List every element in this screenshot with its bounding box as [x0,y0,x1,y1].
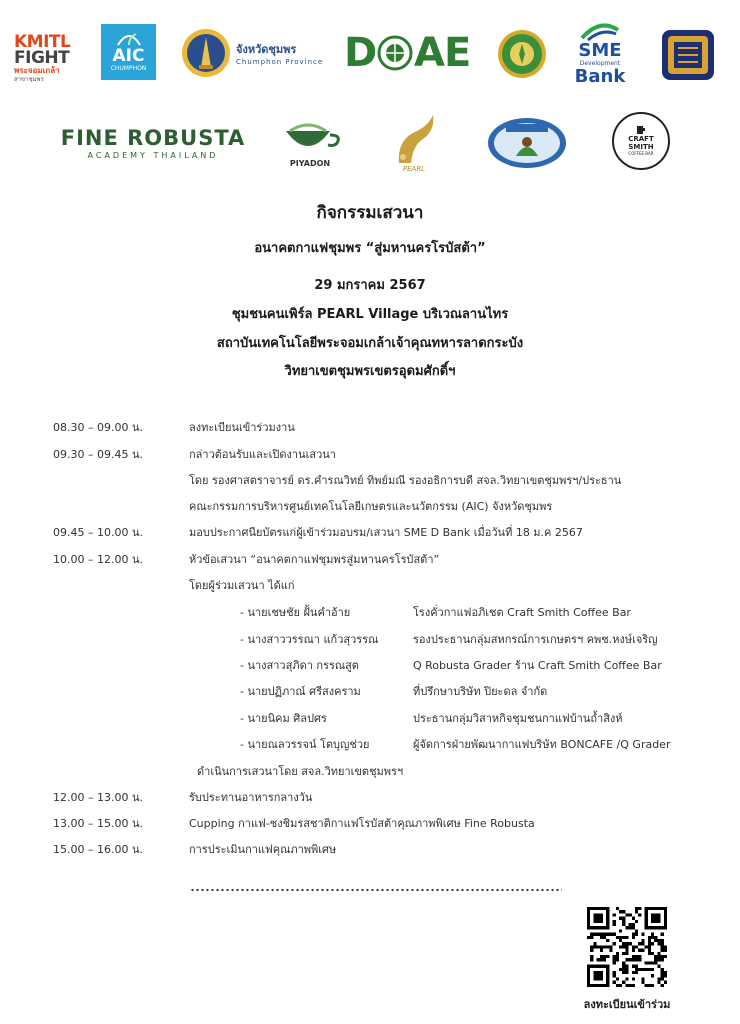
kmitl-fight-logo [14,28,76,90]
schedule-time: 10.00 – 12.00 น. [53,553,143,566]
piyadon-logo [272,112,348,172]
registration-qr-code[interactable] [587,907,667,987]
schedule-desc: กล่าวต้อนรับและเปิดงานเสวนา [189,448,336,461]
kmitl-logo-text: KMITL [14,32,71,52]
event-venue-line3: วิทยาเขตชุมพรเขตรอุดมศักดิ์ฯ [284,364,456,379]
chumphon-thai-text: จังหวัดชุมพร [236,43,297,56]
pearl-logo [384,110,444,176]
schedule-time: 09.30 – 09.45 น. [53,448,143,461]
speaker-name: - นางสาววรรณา แก้วสุวรรณ [240,633,379,646]
pearl-bird-icon [389,113,439,165]
speaker-name: - นายนิคม ศิลปศร [240,712,327,725]
speaker-role: โรงคั่วกาแฟอภิเชต Craft Smith Coffee Bar [413,606,631,619]
community-oval-icon [486,116,568,170]
chumphon-eng-text: Chumphon Province [236,58,324,66]
coffee-bar-text: COFFEE BAR [628,151,654,156]
doae-logo-ae: AE [414,30,471,76]
speaker-role: รองประธานกลุ่มสหกรณ์การเกษตรฯ คพช.หงษ์เจริญ [413,633,658,646]
schedule-desc: Cupping กาแฟ-ชงชิมรสชาติกาแฟโรบัสต้าคุณภาพพิเศษ Fine Robusta [189,817,535,830]
speaker-name: - นางสาวสุภิดา กรรณสูต [240,659,359,672]
kmitl-campus-text: สาขาชุมพร [14,76,44,83]
event-title: กิจกรรมเสวนา [316,203,424,223]
coffee-cup-leaf-icon [278,117,342,159]
event-venue-line1: ชุมชนคนเพิร์ล PEARL Village บริเวณลานไทร [231,307,509,322]
aic-logo-text: AIC [112,46,145,66]
moderator-line: ดำเนินการเสวนาโดย สจล.วิทยาเขตชุมพรฯ [197,765,404,778]
schedule-desc: การประเมินกาแฟคุณภาพพิเศษ [189,843,337,856]
sme-text: SME [578,40,622,61]
dotted-divider [190,888,562,892]
schedule-time: 13.00 – 15.00 น. [53,817,143,830]
craft-text: CRAFT [628,135,654,143]
doae-logo [344,28,478,78]
qr-caption: ลงทะเบียนเข้าร่วม [583,998,671,1011]
bank-badge-icon [660,28,716,82]
schedule-desc: รับประทานอาหารกลางวัน [189,791,313,804]
fine-robusta-logo [57,124,249,164]
qr-code-icon [587,907,667,987]
kmitl-thai-text: พระจอมเกล้า [14,66,60,75]
speaker-name: - นายณลวรรจน์ โตบุญช่วย [240,738,370,751]
speaker-name: - นายปฏิภาณ์ ศรีสงคราม [240,685,361,698]
sme-bank-text: Bank [574,66,626,87]
fine-robusta-sub: ACADEMY THAILAND [87,151,219,160]
sme-development-text: Development [579,60,621,67]
schedule-time: 12.00 – 13.00 น. [53,791,143,804]
green-seal-icon [496,28,548,80]
chumphon-province-logo [180,26,330,80]
sme-swoosh-icon [578,22,622,42]
schedule-time: 08.30 – 09.00 น. [53,421,143,434]
schedule-desc: โดย รองศาสตราจารย์ ดร.คำรณวิทย์ ทิพย์มณี รองอธิการบดี สจล.วิทยาเขตชุมพรฯ/ประธาน [189,474,622,487]
sme-development-bank-logo [568,20,632,88]
schedule-time: 09.45 – 10.00 น. [53,526,143,539]
schedule-desc: คณะกรรมการบริหารศูนย์เทคโนโลยีเกษตรและนวัตกรรม (AIC) จังหวัดชุมพร [189,500,553,513]
schedule-time: 15.00 – 16.00 น. [53,843,143,856]
bank-badge-logo [660,28,716,82]
doae-logo-d: D [344,30,378,76]
fine-robusta-title: FINE ROBUSTA [60,126,246,150]
chumphon-seal-icon [180,27,232,79]
speaker-name: - นายเชษชัย ฝั้นคำอ้าย [240,606,351,619]
speaker-role: Q Robusta Grader ร้าน Craft Smith Coffee Bar [413,659,662,672]
mug-icon [636,125,646,135]
speaker-role: ที่ปรึกษาบริษัท ปิยะดล จำกัด [413,685,548,698]
schedule-desc: ลงทะเบียนเข้าร่วมงาน [189,421,295,434]
aic-logo [101,24,156,80]
schedule-desc: โดยผู้ร่วมเสวนา ได้แก่ [189,579,295,592]
pearl-text: PEARL [402,165,426,173]
speaker-role: ผู้จัดการฝ่ายพัฒนากาแฟบริษัท BONCAFE /Q Grader [413,738,671,751]
aic-logo-sub: CHUMPHON [110,65,147,72]
fight-logo-text: FIGHT [14,48,70,68]
schedule-desc: หัวข้อเสวนา “อนาคตกาแฟชุมพรสู่มหานครโรบัสต้า” [189,553,440,566]
community-enterprise-logo [486,116,568,170]
event-topic: อนาคตกาแฟชุมพร “สู่มหานครโรบัสต้า” [254,241,486,256]
speaker-role: ประธานกลุ่มวิสาหกิจชุมชนกาแฟบ้านถ้ำสิงห์ [413,712,623,725]
cooperative-seal-logo [496,28,548,80]
smith-text: SMITH [628,143,654,151]
craft-smith-logo [612,112,670,170]
schedule-desc: มอบประกาศนียบัตรแก่ผู้เข้าร่วมอบรม/เสวนา SME D Bank เมื่อวันที่ 18 ม.ค 2567 [189,526,583,539]
doae-seal-icon [377,35,413,71]
event-date: 29 มกราคม 2567 [314,278,426,293]
leaf-icon [114,31,144,47]
event-venue-line2: สถาบันเทคโนโลยีพระจอมเกล้าเจ้าคุณทหารลาดกระบัง [216,336,524,351]
piyadon-text: PIYADON [289,158,331,168]
